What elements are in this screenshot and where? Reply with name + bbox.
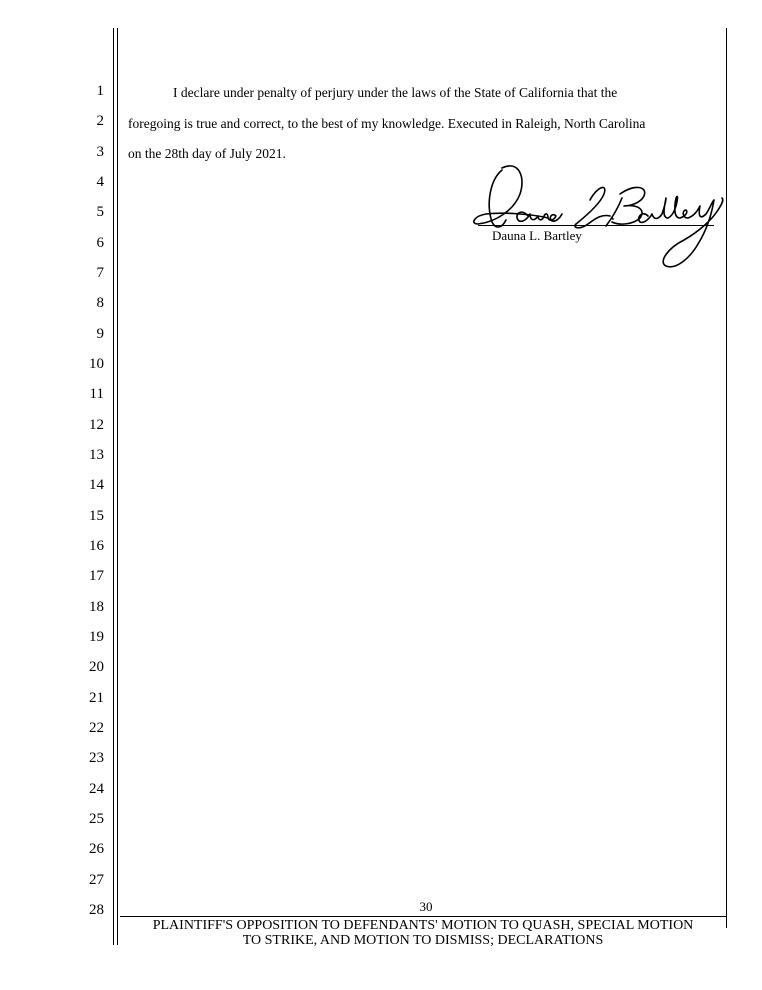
line-number: 24 [89,781,104,797]
line-number: 2 [96,113,104,129]
line-number: 5 [96,204,104,220]
left-margin-rule-outer [113,28,114,945]
line-number: 16 [89,538,104,554]
line-number: 18 [89,599,104,615]
line-number: 8 [96,295,104,311]
signature-line [478,225,714,226]
line-number: 11 [89,386,104,402]
line-number: 20 [89,659,104,675]
footer-document-title [120,918,726,948]
line-number: 19 [89,629,104,645]
line-number: 26 [89,841,104,857]
page-number: 30 [419,899,433,914]
line-number: 15 [89,508,104,524]
line-number: 12 [89,417,104,433]
line-number: 14 [89,477,104,493]
line-number: 6 [96,235,104,251]
line-number: 17 [89,568,104,584]
declaration-line-1: I declare under penalty of perjury under the laws of the State of California that the [173,85,618,100]
line-number: 10 [89,356,104,372]
line-number: 3 [96,144,104,160]
line-number: 4 [96,174,104,190]
line-number: 27 [89,872,104,888]
line-number: 28 [89,902,104,918]
line-number: 1 [96,83,104,99]
right-margin-rule [726,28,727,928]
line-number: 25 [89,811,104,827]
line-number: 22 [89,720,104,736]
declaration-line-3: on the 28th day of July 2021. [128,146,286,161]
line-number: 9 [96,326,104,342]
line-number: 21 [89,690,104,706]
footer-title-line-2: TO STRIKE, AND MOTION TO DISMISS; DECLARATIONS [242,933,604,948]
line-number: 23 [89,750,104,766]
footer-title-line-1: PLAINTIFF'S OPPOSITION TO DEFENDANTS' MOTION TO QUASH, SPECIAL MOTION [152,918,694,933]
line-number: 7 [96,265,104,281]
line-number: 13 [89,447,104,463]
signatory-name: Dauna L. Bartley [492,228,582,243]
footer-rule [120,916,726,917]
handwritten-signature [472,158,726,274]
declaration-line-2: foregoing is true and correct, to the best of my knowledge. Executed in Raleigh, North Carolina [128,116,646,131]
left-margin-rule-inner [117,28,118,945]
